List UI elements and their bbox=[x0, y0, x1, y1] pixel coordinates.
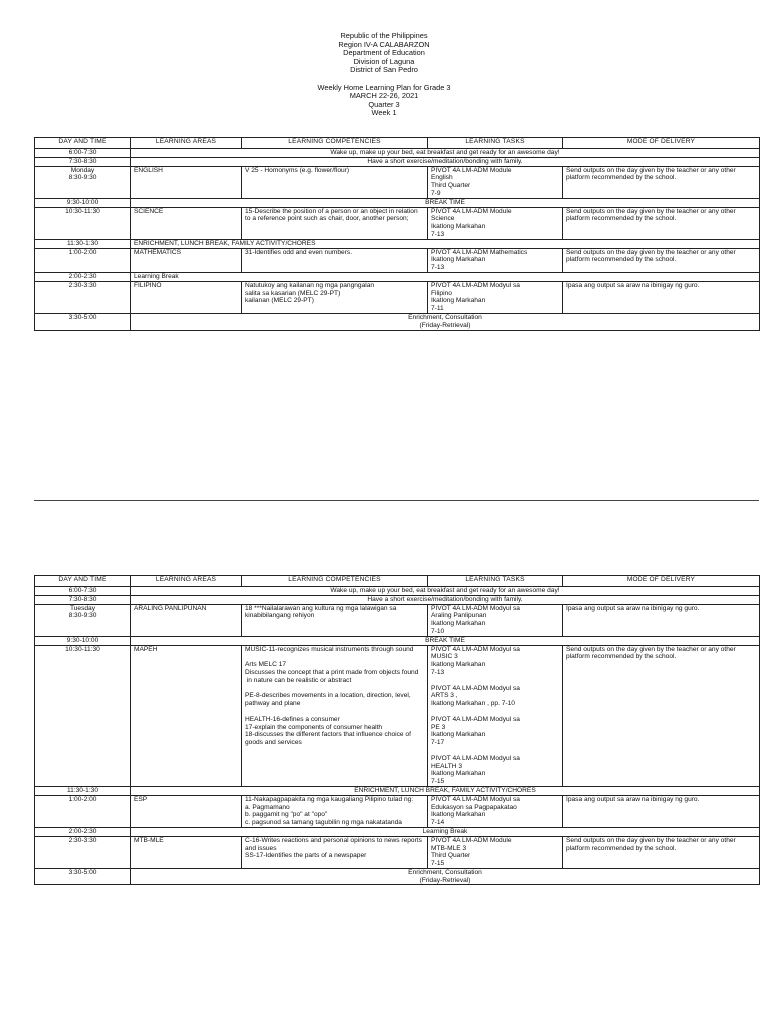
learning-area-cell: FILIPINO bbox=[131, 281, 242, 313]
task-cell: PIVOT 4A LM-ADM Module MTB-MLE 3 Third Quarter 7-15 bbox=[428, 836, 563, 868]
col-header-learning-tasks: LEARNING TASKS bbox=[428, 576, 563, 587]
tuesday-plan-table bbox=[34, 575, 760, 885]
table-header-row bbox=[35, 138, 760, 149]
header-line: Division of Laguna bbox=[353, 56, 415, 66]
col-header-learning-competencies: LEARNING COMPETENCIES bbox=[242, 576, 428, 587]
table-row bbox=[35, 239, 760, 248]
table-row bbox=[35, 786, 760, 795]
monday-plan-body bbox=[35, 149, 760, 331]
activity-cell: Have a short exercise/meditation/bonding with family. bbox=[131, 595, 760, 604]
competency-cell: 11-Nakapagpapakita ng mga kaugaliang Pilipino tulad ng: a. Pagmamano b. paggamit ng "po" at "opo" c. pagsunod sa tamang tagubilin ng mga nakatatanda bbox=[242, 795, 428, 827]
time-cell: 2:30-3:30 bbox=[35, 836, 131, 868]
mode-cell: Send outputs on the day given by the teacher or any other platform recommended by the school. bbox=[563, 836, 760, 868]
competency-cell: MUSIC-11-recognizes musical instruments through sound Arts MELC 17 Discusses the concept that a print made from objects found in nature can be realistic or abstract PE-8-describes movements in a location, direction, level, pathway and plane HEALTH-16-defines a consumer 17-explain the components of consumer health 18-discusses the different factors that influence choice of goods and services bbox=[242, 645, 428, 786]
table-row bbox=[35, 868, 760, 885]
table-row bbox=[35, 272, 760, 281]
time-cell: 2:30-3:30 bbox=[35, 281, 131, 313]
table-row bbox=[35, 645, 760, 786]
plan-dates: MARCH 22-26, 2021 bbox=[349, 91, 419, 101]
task-cell: PIVOT 4A LM-ADM Module English Third Quarter 7-9 bbox=[428, 166, 563, 198]
time-cell: Monday 8:30-9:30 bbox=[35, 166, 131, 198]
col-header-learning-areas: LEARNING AREAS bbox=[131, 138, 242, 149]
col-header-mode-of-delivery: MODE OF DELIVERY bbox=[563, 138, 760, 149]
document-header bbox=[0, 32, 768, 118]
plan-week: Week 1 bbox=[371, 108, 397, 118]
activity-cell: ENRICHMENT, LUNCH BREAK, FAMILY ACTIVITY/CHORES bbox=[131, 239, 760, 248]
time-cell: 11:30-1:30 bbox=[35, 239, 131, 248]
time-cell: 7:30-8:30 bbox=[35, 157, 131, 166]
time-cell: 1:00-2:00 bbox=[35, 795, 131, 827]
mode-cell: Ipasa ang output sa araw na ibinigay ng guro. bbox=[563, 795, 760, 827]
time-cell: 9:30-10:00 bbox=[35, 636, 131, 645]
mode-cell: Send outputs on the day given by the teacher or any other platform recommended by the school. bbox=[563, 645, 760, 786]
activity-cell: Wake up, make up your bed, eat breakfast and get ready for an awesome day! bbox=[131, 149, 760, 158]
task-cell: PIVOT 4A LM-ADM Module Science Ikatlong Markahan 7-13 bbox=[428, 207, 563, 239]
competency-cell: 31-Identifies odd and even numbers. bbox=[242, 248, 428, 272]
table-row bbox=[35, 795, 760, 827]
table-row bbox=[35, 595, 760, 604]
learning-area-cell: SCIENCE bbox=[131, 207, 242, 239]
task-cell: PIVOT 4A LM-ADM Modyul sa MUSIC 3 Ikatlong Markahan 7-13 PIVOT 4A LM-ADM Modyul sa ARTS 3 , Ikatlong Markahan , pp. 7-10 PIVOT 4A LM-ADM Modyul sa PE 3 Ikatlong Markahan 7-17 PIVOT 4A LM-ADM Modyul sa HEALTH 3 Ikatlong Markahan 7-15 bbox=[428, 645, 563, 786]
task-cell: PIVOT 4A LM-ADM Modyul sa Filipino Ikatlong Markahan 7-11 bbox=[428, 281, 563, 313]
monday-plan-table bbox=[34, 137, 760, 331]
col-header-day-time: DAY AND TIME bbox=[35, 576, 131, 587]
page-divider bbox=[34, 500, 759, 501]
activity-cell: Enrichment, Consultation (Friday-Retrieval) bbox=[131, 313, 760, 330]
learning-area-cell: ENGLISH bbox=[131, 166, 242, 198]
tuesday-plan-body bbox=[35, 587, 760, 885]
table-row bbox=[35, 198, 760, 207]
col-header-learning-areas: LEARNING AREAS bbox=[131, 576, 242, 587]
time-cell: 2:00-2:30 bbox=[35, 827, 131, 836]
table-row bbox=[35, 166, 760, 198]
plan-title: Weekly Home Learning Plan for Grade 3 bbox=[317, 82, 451, 92]
table-row bbox=[35, 836, 760, 868]
activity-cell: Learning Break bbox=[131, 272, 760, 281]
learning-area-cell: MAPEH bbox=[131, 645, 242, 786]
mode-cell: Send outputs on the day given by the teacher or any other platform recommended by the school. bbox=[563, 248, 760, 272]
time-cell: 3:30-5:00 bbox=[35, 313, 131, 330]
activity-cell: BREAK TIME bbox=[131, 198, 760, 207]
activity-cell: Wake up, make up your bed, eat breakfast and get ready for an awesome day! bbox=[131, 587, 760, 596]
time-cell: 10:30-11:30 bbox=[35, 207, 131, 239]
time-cell: 2:00-2:30 bbox=[35, 272, 131, 281]
time-cell: Tuesday 8:30-9:30 bbox=[35, 604, 131, 636]
learning-area-cell: MTB-MLE bbox=[131, 836, 242, 868]
table-row bbox=[35, 207, 760, 239]
header-line: Department of Education bbox=[343, 48, 425, 58]
col-header-day-time: DAY AND TIME bbox=[35, 138, 131, 149]
header-line: Republic of the Philippines bbox=[340, 31, 428, 40]
task-cell: PIVOT 4A LM-ADM Modyul sa Araling Panlipunan Ikatlong Markahan 7-10 bbox=[428, 604, 563, 636]
table-row bbox=[35, 281, 760, 313]
time-cell: 11:30-1:30 bbox=[35, 786, 131, 795]
header-line: Region IV-A CALABARZON bbox=[338, 39, 430, 49]
table-header-row bbox=[35, 576, 760, 587]
table-row bbox=[35, 157, 760, 166]
col-header-learning-tasks: LEARNING TASKS bbox=[428, 138, 563, 149]
time-cell: 6:00-7:30 bbox=[35, 149, 131, 158]
plan-quarter: Quarter 3 bbox=[368, 99, 400, 109]
time-cell: 7:30-8:30 bbox=[35, 595, 131, 604]
activity-cell: ENRICHMENT, LUNCH BREAK, FAMILY ACTIVITY/CHORES bbox=[131, 786, 760, 795]
table-row bbox=[35, 587, 760, 596]
table-row bbox=[35, 604, 760, 636]
table-row bbox=[35, 149, 760, 158]
learning-area-cell: ESP bbox=[131, 795, 242, 827]
time-cell: 6:00-7:30 bbox=[35, 587, 131, 596]
learning-area-cell: MATHEMATICS bbox=[131, 248, 242, 272]
table-row bbox=[35, 313, 760, 330]
time-cell: 1:00-2:00 bbox=[35, 248, 131, 272]
competency-cell: V 25 - Homonyms (e.g. flower/flour) bbox=[242, 166, 428, 198]
mode-cell: Ipasa ang output sa araw na ibinigay ng guro. bbox=[563, 604, 760, 636]
activity-cell: Learning Break bbox=[131, 827, 760, 836]
time-cell: 10:30-11:30 bbox=[35, 645, 131, 786]
activity-cell: Have a short exercise/meditation/bonding with family. bbox=[131, 157, 760, 166]
table-row bbox=[35, 248, 760, 272]
time-cell: 9:30-10:00 bbox=[35, 198, 131, 207]
competency-cell: Natutukoy ang kailanan ng mga pangngalan salita sa kasarian (MELC 29-PT) kailanan (MELC 29-PT) bbox=[242, 281, 428, 313]
header-line: District of San Pedro bbox=[350, 65, 418, 75]
task-cell: PIVOT 4A LM-ADM Mathematics Ikatlong Markahan 7-13 bbox=[428, 248, 563, 272]
mode-cell: Send outputs on the day given by the teacher or any other platform recommended by the school. bbox=[563, 207, 760, 239]
mode-cell: Send outputs on the day given by the teacher or any other platform recommended by the school. bbox=[563, 166, 760, 198]
learning-area-cell: ARALING PANLIPUNAN bbox=[131, 604, 242, 636]
competency-cell: 15-Describe the position of a person or an object in relation to a reference point such as chair, door, another person; bbox=[242, 207, 428, 239]
activity-cell: Enrichment, Consultation (Friday-Retrieval) bbox=[131, 868, 760, 885]
competency-cell: 18 ***Nailalarawan ang kultura ng mga lalawigan sa kinabibilangang rehiyon bbox=[242, 604, 428, 636]
mode-cell: Ipasa ang output sa araw na ibinigay ng guro. bbox=[563, 281, 760, 313]
col-header-learning-competencies: LEARNING COMPETENCIES bbox=[242, 138, 428, 149]
task-cell: PIVOT 4A LM-ADM Modyul sa Edukasyon sa Pagpapakatao Ikatlong Markahan 7-14 bbox=[428, 795, 563, 827]
competency-cell: C-16-Writes reactions and personal opinions to news reports and issues SS-17-Identifies the parts of a newspaper bbox=[242, 836, 428, 868]
time-cell: 3:30-5:00 bbox=[35, 868, 131, 885]
activity-cell: BREAK TIME bbox=[131, 636, 760, 645]
col-header-mode-of-delivery: MODE OF DELIVERY bbox=[563, 576, 760, 587]
table-row bbox=[35, 636, 760, 645]
table-row bbox=[35, 827, 760, 836]
